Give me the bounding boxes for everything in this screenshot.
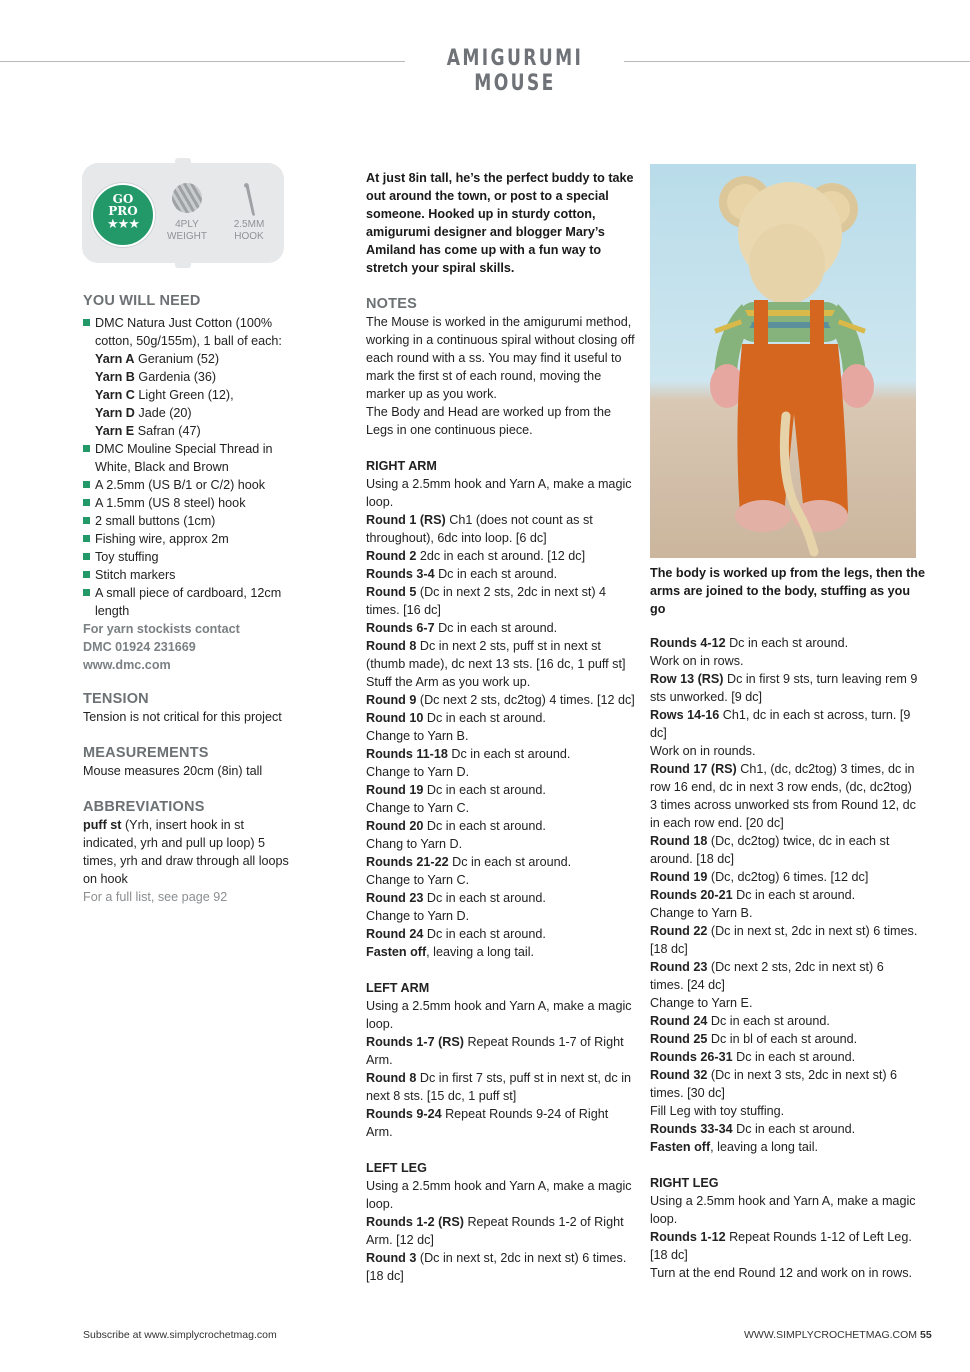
list-item: 2 small buttons (1cm) bbox=[83, 512, 293, 530]
bullet-icon bbox=[83, 517, 90, 524]
instruction-line: Round 5 (Dc in next 2 sts, 2dc in next st) 4 times. [16 dc] bbox=[366, 585, 607, 617]
notes-paragraph: The Body and Head are worked up from the Legs in one continuous piece. bbox=[366, 405, 612, 437]
stockist-website-link[interactable]: www.dmc.com bbox=[83, 658, 171, 672]
bullet-icon bbox=[83, 553, 90, 560]
notes-heading: NOTES bbox=[366, 296, 417, 312]
list-item: A small piece of cardboard, 12cm length bbox=[83, 584, 293, 620]
instruction-line: Round 8 Dc in first 7 sts, puff st in next st, dc in next 8 sts. [15 dc, 1 puff st] bbox=[366, 1071, 632, 1103]
right-arm-heading: RIGHT ARM bbox=[366, 459, 437, 473]
instruction-line: Row 13 (RS) Dc in first 9 sts, turn leaving rem 9 sts unworked. [9 dc] bbox=[650, 672, 918, 704]
instruction-line: Change to Yarn D. bbox=[366, 909, 470, 923]
instruction-line: Round 20 Dc in each st around. bbox=[366, 819, 546, 833]
instruction-line: Change to Yarn D. bbox=[366, 765, 470, 779]
header-rule-right bbox=[624, 61, 970, 62]
hook-label: HOOK bbox=[234, 231, 264, 242]
tension-text: Tension is not critical for this project bbox=[83, 710, 282, 724]
header-rule-left bbox=[0, 61, 405, 62]
bullet-icon bbox=[83, 445, 90, 452]
weight-value: 4PLY bbox=[175, 219, 199, 230]
skill-badge bbox=[82, 163, 284, 263]
instruction-line: Rounds 1-7 (RS) Repeat Rounds 1-7 of Right Arm. bbox=[366, 1035, 624, 1067]
list-item: Fishing wire, approx 2m bbox=[83, 530, 293, 548]
instruction-line: Turn at the end Round 12 and work on in rows. bbox=[650, 1266, 913, 1280]
intro-text: At just 8in tall, he’s the perfect buddy to take out around the town, or post to a special someone. Hooked up in sturdy cotton, amigurumi designer and blogger Mary’s Amiland has come up with a fun way to stretch your spiral skills. bbox=[366, 171, 634, 275]
instruction-line: Rounds 3-4 Dc in each st around. bbox=[366, 567, 558, 581]
instruction-line: Round 24 Dc in each st around. bbox=[650, 1014, 830, 1028]
left-leg-instructions bbox=[366, 1177, 636, 1285]
left-leg-heading: LEFT LEG bbox=[366, 1161, 427, 1175]
instruction-line: Using a 2.5mm hook and Yarn A, make a magic loop. bbox=[650, 1194, 916, 1226]
you-will-need-heading: YOU WILL NEED bbox=[83, 293, 201, 309]
go-pro-label-1: GO bbox=[112, 192, 134, 206]
list-item: Stitch markers bbox=[83, 566, 293, 584]
instruction-line: Round 18 (Dc, dc2tog) twice, dc in each st around. [18 dc] bbox=[650, 834, 890, 866]
footer-page-info bbox=[744, 1329, 932, 1341]
instruction-line: Using a 2.5mm hook and Yarn A, make a magic loop. bbox=[366, 999, 632, 1031]
page-number: 55 bbox=[919, 1329, 932, 1341]
pattern-column-right bbox=[650, 634, 920, 1282]
instruction-line: Round 3 (Dc in next st, 2dc in next st) 6 times. [18 dc] bbox=[366, 1251, 627, 1283]
list-item: DMC Mouline Special Thread in White, Black and Brown bbox=[83, 440, 293, 476]
instruction-line: Round 32 (Dc in next 3 sts, 2dc in next st) 6 times. [30 dc] bbox=[650, 1068, 898, 1100]
notes-paragraph: The Mouse is worked in the amigurumi method, working in a continuous spiral without closing off each round with a ss. You may find it useful to mark the first st of each round, moving the marker up as you work. bbox=[366, 315, 635, 401]
go-pro-level bbox=[91, 183, 155, 247]
star-rating-icon: ★★★ bbox=[107, 216, 139, 231]
list-item: A 1.5mm (US 8 steel) hook bbox=[83, 494, 293, 512]
instruction-line: Using a 2.5mm hook and Yarn A, make a magic loop. bbox=[366, 1179, 632, 1211]
instruction-line: Rounds 20-21 Dc in each st around. bbox=[650, 888, 856, 902]
yarn-item: Yarn A Geranium (52) bbox=[95, 352, 220, 366]
instruction-line: Rows 14-16 Ch1, dc in each st across, turn. [9 dc] bbox=[650, 708, 911, 740]
right-arm-instructions bbox=[366, 475, 636, 961]
footer-website-link[interactable]: WWW.SIMPLYCROCHETMAG.COM bbox=[744, 1329, 918, 1341]
instruction-line: Work on in rounds. bbox=[650, 744, 756, 758]
right-leg-heading: RIGHT LEG bbox=[650, 1176, 719, 1190]
instruction-line: Rounds 11-18 Dc in each st around. bbox=[366, 747, 571, 761]
instruction-line: Using a 2.5mm hook and Yarn A, make a magic loop. bbox=[366, 477, 632, 509]
instruction-line: Rounds 1-12 Repeat Rounds 1-12 of Left Leg. [18 dc] bbox=[650, 1230, 912, 1262]
list-item: DMC Natura Just Cotton (100% cotton, 50g/155m), 1 ball of each: bbox=[83, 314, 293, 350]
instruction-line: Rounds 33-34 Dc in each st around. bbox=[650, 1122, 856, 1136]
page-title: AMIGURUMI MOUSE bbox=[446, 46, 584, 96]
instruction-line: Rounds 26-31 Dc in each st around. bbox=[650, 1050, 856, 1064]
pattern-column-middle bbox=[366, 169, 636, 1285]
instruction-line: Round 19 Dc in each st around. bbox=[366, 783, 546, 797]
instruction-line: Rounds 9-24 Repeat Rounds 9-24 of Right Arm. bbox=[366, 1107, 609, 1139]
instruction-line: Fasten off, leaving a long tail. bbox=[650, 1140, 818, 1154]
instruction-line: Round 2 2dc in each st around. [12 dc] bbox=[366, 549, 586, 563]
instruction-line: Round 9 (Dc next 2 sts, dc2tog) 4 times. [12 dc] bbox=[366, 693, 635, 707]
bullet-icon bbox=[83, 535, 90, 542]
instruction-line: Rounds 6-7 Dc in each st around. bbox=[366, 621, 558, 635]
crochet-hook-icon bbox=[239, 181, 259, 217]
instruction-line: Round 23 (Dc next 2 sts, 2dc in next st) 6 times. [24 dc] bbox=[650, 960, 884, 992]
photo-caption: The body is worked up from the legs, then the arms are joined to the body, stuffing as you go bbox=[650, 566, 925, 616]
amigurumi-mouse-photo bbox=[650, 164, 916, 558]
instruction-line: Round 1 (RS) Ch1 (does not count as st throughout), 6dc into loop. [6 dc] bbox=[366, 513, 593, 545]
left-arm-instructions bbox=[366, 997, 636, 1141]
abbreviations-heading: ABBREVIATIONS bbox=[83, 799, 205, 815]
right-leg-instructions bbox=[650, 1192, 920, 1282]
materials-column bbox=[83, 292, 293, 906]
abbreviations-note: For a full list, see page 92 bbox=[83, 890, 228, 904]
tension-heading: TENSION bbox=[83, 691, 149, 707]
yarn-ball-icon bbox=[172, 183, 202, 213]
bullet-icon bbox=[83, 571, 90, 578]
instruction-line: Round 24 Dc in each st around. bbox=[366, 927, 546, 941]
list-item: Toy stuffing bbox=[83, 548, 293, 566]
instruction-line: Round 25 Dc in bl of each st around. bbox=[650, 1032, 858, 1046]
instruction-line: Rounds 21-22 Dc in each st around. bbox=[366, 855, 572, 869]
weight-label: WEIGHT bbox=[167, 231, 207, 242]
yarn-item: Yarn D Jade (20) bbox=[95, 406, 192, 420]
measurements-text: Mouse measures 20cm (8in) tall bbox=[83, 764, 263, 778]
instruction-line: Change to Yarn B. bbox=[366, 729, 469, 743]
instruction-line: Round 17 (RS) Ch1, (dc, dc2tog) 3 times, dc in row 16 end, dc in next 3 row ends, (dc, dc2tog) 3 times across unworked sts from Round 12, dc in each row end. [20 dc] bbox=[650, 762, 916, 830]
instruction-line: Fasten off, leaving a long tail. bbox=[366, 945, 534, 959]
instruction-line: Change to Yarn B. bbox=[650, 906, 753, 920]
instruction-line: Round 10 Dc in each st around. bbox=[366, 711, 546, 725]
materials-list bbox=[83, 314, 293, 620]
stockist-phone: DMC 01924 231669 bbox=[83, 640, 196, 654]
instruction-line: Change to Yarn E. bbox=[650, 996, 753, 1010]
bullet-icon bbox=[83, 589, 90, 596]
bullet-icon bbox=[83, 481, 90, 488]
bullet-icon bbox=[83, 499, 90, 506]
left-arm-heading: LEFT ARM bbox=[366, 981, 430, 995]
instruction-line: Rounds 1-2 (RS) Repeat Rounds 1-2 of Right Arm. [12 dc] bbox=[366, 1215, 624, 1247]
yarn-item: Yarn E Safran (47) bbox=[95, 424, 201, 438]
instruction-line: Round 23 Dc in each st around. bbox=[366, 891, 546, 905]
abbreviation-entry: puff st (Yrh, insert hook in st indicated, yrh and pull up loop) 5 times, yrh and draw through all loops on hook bbox=[83, 818, 289, 886]
instruction-line: Round 8 Dc in next 2 sts, puff st in next st (thumb made), dc next 13 sts. [16 dc, 1 puff st] bbox=[366, 639, 626, 671]
instruction-line: Change to Yarn C. bbox=[366, 873, 470, 887]
footer-subscribe-link[interactable]: Subscribe at www.simplycrochetmag.com bbox=[83, 1329, 277, 1341]
yarn-item: Yarn B Gardenia (36) bbox=[95, 370, 217, 384]
instruction-line: Fill Leg with toy stuffing. bbox=[650, 1104, 785, 1118]
instruction-line: Rounds 4-12 Dc in each st around. bbox=[650, 636, 849, 650]
instruction-line: Change to Yarn C. bbox=[366, 801, 470, 815]
bullet-icon bbox=[83, 319, 90, 326]
instruction-line: Round 19 (Dc, dc2tog) 6 times. [12 dc] bbox=[650, 870, 869, 884]
go-pro-label-2: PRO bbox=[108, 204, 138, 218]
instruction-line: Chang to Yarn D. bbox=[366, 837, 463, 851]
left-leg-continued-instructions bbox=[650, 634, 920, 1156]
stockist-contact: For yarn stockists contact DMC 01924 231669 www.dmc.com bbox=[83, 620, 293, 674]
list-item: A 2.5mm (US B/1 or C/2) hook bbox=[83, 476, 293, 494]
mouse-illustration bbox=[650, 164, 916, 558]
instruction-line: Stuff the Arm as you work up. bbox=[366, 675, 531, 689]
measurements-heading: MEASUREMENTS bbox=[83, 745, 209, 761]
hook-size-info bbox=[222, 181, 276, 243]
yarn-item: Yarn C Light Green (12), bbox=[95, 388, 234, 402]
instruction-line: Work on in rows. bbox=[650, 654, 744, 668]
instruction-line: Round 22 (Dc in next st, 2dc in next st) 6 times. [18 dc] bbox=[650, 924, 918, 956]
hook-value: 2.5MM bbox=[233, 219, 265, 230]
yarn-weight-info bbox=[162, 183, 212, 243]
